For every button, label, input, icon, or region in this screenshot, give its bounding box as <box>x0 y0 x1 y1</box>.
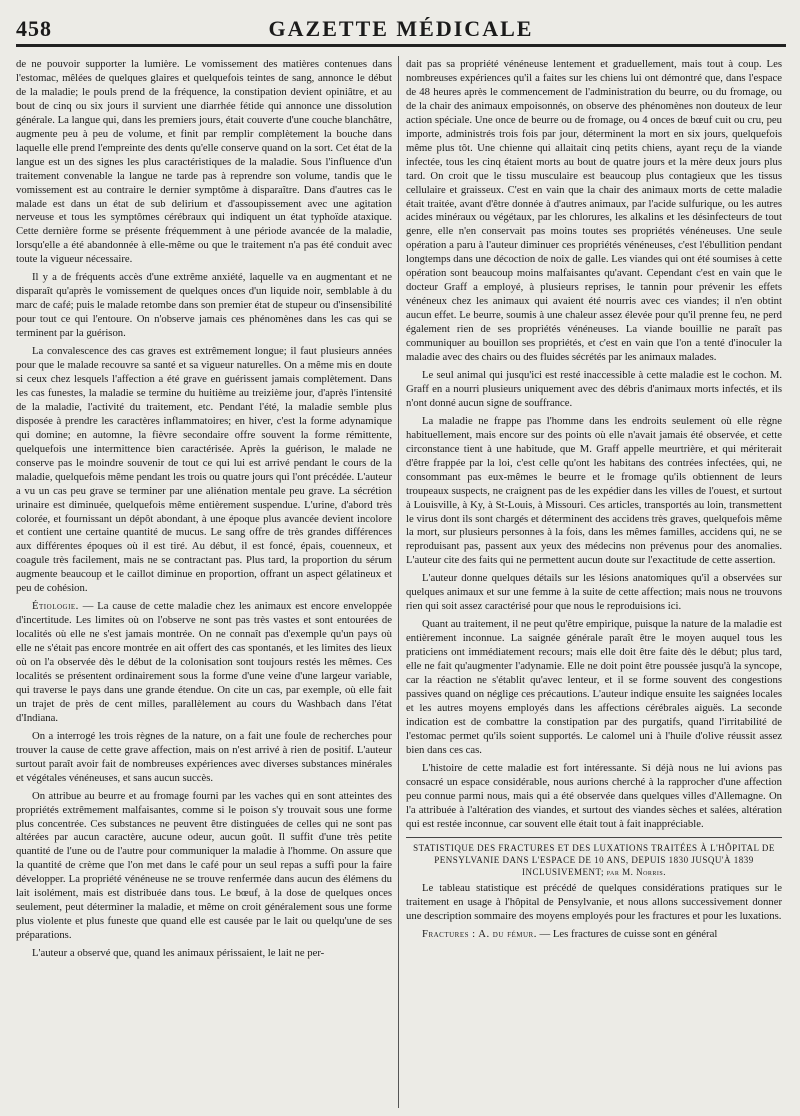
left-column <box>16 58 392 1108</box>
column-divider <box>398 56 399 1108</box>
paragraph: On attribue au beurre et au fromage fourni par les vaches qui en sont atteintes des propriétés extrêmement malfaisantes, comme si le poison s'y trouvait sous une forme plus concentrée. Ces substances ne peuvent être distinguées de celles qui ne sont pas altérées par aucun caractère, aucune odeur, aucun goût. Il suffit d'une très petite quantité de l'une ou de l'autre pour communiquer la maladie à l'homme. On assure que la quantité de crème que l'on met dans le café pour un seul repas a suffi pour la faire développer. La propriété vénéneuse ne se trouve renfermée dans aucun des élémens du lait isolément, mais est distribuée dans tous. Le bœuf, à la dose de quelques onces seulement, peut déterminer la maladie, et même on croit généralement sous une forme plus violente et plus funeste que quand elle est causée par le lait ou quelqu'une de ses préparations. <box>16 789 392 942</box>
paragraph: Le tableau statistique est précédé de quelques considérations pratiques sur le traitement en usage à l'hôpital de Pensylvanie, et nous allons successivement donner une description sommaire des moyens employés pour les fractures et pour les luxations. <box>406 882 782 923</box>
paragraph: L'auteur donne quelques détails sur les lésions anatomiques qu'il a observées sur quelques animaux et sur une femme à la suite de cette affection; mais nous ne trouvons rien qui soit assez caractérisé pour que nous le reproduisions ici. <box>406 572 782 613</box>
paragraph: de ne pouvoir supporter la lumière. Le vomissement des matières contenues dans l'estomac, mêlées de quelques glaires et quelquefois teintes de sang, annonce le début de la maladie; le pouls prend de la fréquence, la constipation devient opiniâtre, et au bout de cinq ou six jours il survient une diarrhée fétide qui annonce une dissolution générale. La langue qui, dans les premiers jours, était couverte d'une couche blanchâtre, augmente peu à peu de volume, et finit par remplir complètement la bouche dans laquelle elle prend l'empreinte des dents qu'elle conserve quand on la sort. Cet état de la langue est un des signes les plus caractéristiques de la maladie. Sous l'influence d'un traitement convenable la langue ne tarde pas à reprendre son volume, tandis que le vomissement est au contraire le dernier symptôme à disparaître. Dans d'autres cas le malade est dans un état de sub delirium et d'assoupissement avec une agitation nerveuse et tous les symptômes cérébraux qui indiquent un état typhoïde ataxique. Cette dernière forme se présente fréquemment à une période avancée de la maladie, lorsqu'elle a été abandonnée à elle-même ou que le traitement n'a pas été conduit avec toute la vigueur nécessaire. <box>16 58 392 266</box>
paragraph: Il y a de fréquents accès d'une extrême anxiété, laquelle va en augmentant et ne disparaît qu'après le vomissement de quelques onces d'un liquide noir, semblable à du marc de café; puis le malade retombe dans son premier état de stupeur ou d'insensibilité pour tout ce qui l'entoure. On n'observe jamais ces phénomènes dans les cas qui se terminent par la guérison. <box>16 271 392 340</box>
fractures-heading: Fractures : A. du fémur. <box>422 928 537 941</box>
paragraph: La convalescence des cas graves est extrêmement longue; il faut plusieurs années pour que le malade recouvre sa santé et sa vigueur naturelles. On a même mis en doute si ceux chez lesquels l'affection a été grave en guérissent jamais complètement. Dans les cas funestes, la maladie se termine du huitième au treizième jour, d'après l'intensité de la maladie, l'activité du traitement, etc. Pendant l'été, la maladie semble plus disposée à prendre les caractères inflammatoires; en hiver, c'est la forme adynamique qui domine; en automne, la fièvre secondaire offre souvent la forme rémittente, quelquefois une intermittence bien caractérisée. Après la guérison, le malade ne conserve pas le moindre souvenir de tout ce qui lui est arrivé pendant le cours de la maladie, quelquefois même pendant les trois ou quatre jours qui l'ont précédée. L'auteur a vu un cas peu grave se terminer par une aliénation mentale peu grave. La sécrétion urinaire est diminuée, quelquefois même entièrement suspendue. L'urine, d'abord très colorée, et fournissant un dépôt abondant, à une époque plus avancée devient incolore et contient une certaine quantité de mucus. Le sang offre de très grandes différences aux différentes époques où il est tiré. Au début, il est foncé, épais, couenneux, et coagule très facilement, mais ne se contractant pas. Plus tard, la proportion du sérum augmente beaucoup et le caillot diminue en proportion, offrant un aspect gélatineux et peu de cohésion. <box>16 345 392 595</box>
statistics-heading <box>412 842 776 878</box>
right-column <box>406 58 782 1108</box>
etiology-text: — La cause de cette maladie chez les animaux est encore enveloppée d'incertitude. Les limites où on l'observe ne sont pas très vastes et sont entourées de localités où elle ne s'est jamais montrée. On ne connaît pas d'exemple qu'un pays où elle ne s'était pas encore montrée en ait offert des cas spontanés, et les limites des lieux où on l'a observée dès le début de la colonisation sont toujours restés les mêmes. Ces localités se présentent ordinairement sous la forme d'une veine d'une largeur variable, qui traverse le pays dans une grande étendue. On cite un cas, par exemple, où elle fait un trajet de près de cent milles, parallèlement au cours du Washbach dans l'état d'Indiana. <box>16 600 392 724</box>
section-divider <box>406 837 782 838</box>
page-number: 458 <box>16 16 52 41</box>
paragraph: L'histoire de cette maladie est fort intéressante. Si déjà nous ne lui avions pas consacré un espace considérable, nous aurions cherché à la rapprocher d'une affection peu connue parmi nous, mais qui a été observée dans quelques villes d'Allemagne. On l'a attribuée à l'altération des viandes, et surtout des viandes sèches et salées, altération qui est restée inconnue, car souvent elle était tout à fait inappréciable. <box>406 761 782 830</box>
paragraph: Quant au traitement, il ne peut qu'être empirique, puisque la nature de la maladie est entièrement inconnue. La saignée générale paraît être le moyen auquel tous les praticiens ont immédiatement recours; mais elle doit être faite dès le début; plus tard, elle ne fait qu'augmenter l'adynamie. Elle ne doit point être poussée jusqu'à la syncope, car la réaction ne s'établit qu'avec lenteur, et il se forme souvent des congestions passives quand on néglige ces précautions. L'auteur indique ensuite les saignées locales et les autres moyens employés dans les affections cérébrales aiguës. La seconde indication est de combattre la constipation par des purgatifs, quand l'irritabilité de l'estomac permet qu'ils soient supportés. Le calomel uni à l'huile d'olive réussit assez bien dans ces cas. <box>406 618 782 756</box>
etiology-paragraph <box>16 600 392 726</box>
statistics-author: par M. Norris. <box>606 867 667 878</box>
paragraph: Le seul animal qui jusqu'ici est resté inaccessible à cette maladie est le cochon. M. Graff en a nourri plusieurs uniquement avec des débris d'animaux morts infectés, et ils n'ont donné aucun signe de souffrance. <box>406 368 782 409</box>
paragraph: L'auteur a observé que, quand les animaux périssaient, le lait ne per- <box>32 947 325 960</box>
paragraph: La maladie ne frappe pas l'homme dans les endroits seulement où elle règne habituellement, mais encore sur des points où elle n'avait jamais été observée, et cette circonstance tient à une habitude, que M. Graff appelle meurtrière, et qui mériterait d'être frappée par la loi, c'est celle qu'ont les habitans des contrées infectées, qui, ne consommant pas eux-mêmes le beurre et le fromage qu'ils obtiennent de leurs troupeaux suspects, ne craignent pas de les expédier dans les villes de l'ouest, et surtout à Louisville, à Ky, à St-Louis, à Missouri. Ces articles, transportés au loin, transmettent le virus dont ils sont chargés et déterminent des accidens très graves, quelquefois même la mort, sur plusieurs personnes à la fois, dans les mêmes familles, accidens qui, ne se reproduisant pas, passent aux yeux des médecins non prévenus pour des anomalies. L'auteur cite des faits qui ne permettent aucun doute sur l'exactitude de cette assertion. <box>406 414 782 567</box>
paragraph: dait pas sa propriété vénéneuse lentement et graduellement, mais tout à coup. Les nombreuses expériences qu'il a faites sur les chiens lui ont démontré que, dans l'espace de 48 heures après le commencement de l'administration du beurre, ou du fromage, ou de la chair des animaux empoisonnés, on observe des phénomènes non douteux de leur action spéciale. Une once de beurre ou de fromage, ou 4 onces de bœuf cuit ou cru, peu importe, administrés trois fois par jour, déterminent la mort en six jours, quelquefois même plus tôt. Une chienne qui allaitait cinq petits chiens, ayant reçu de la viande infectée, tous les cinq étaient morts au bout de quatre jours et la mère deux jours plus tard. On croit que le tissu musculaire est beaucoup plus contagieux que les tissus cellulaire et graisseux. C'est en vain que la chair des animaux morts de cette maladie était traitée, avant d'être donnée à d'autres animaux, par l'acide sulfurique, ou les autres acides minéraux ou végétaux, par les chlorures, les alkalins et les désinfecteurs de tout genre, elle n'en conservait pas moins toutes ses propriétés vénéneuses. Une seule opération a paru à l'auteur diminuer ces propriétés vénéneuses, c'est l'ébullition pendant longtemps dans une décoction de noix de galle. Les viandes qui ont été soumises à cette opération sont beaucoup moins malfaisantes qu'avant. Cependant c'est en vain que le docteur Graff a employé, à plusieurs reprises, le tannin pour prévenir les effets vénéneux chez les animaux qui avaient été nourris avec ces viandes; il n'en obtint aucun effet. Le beurre, soumis à une chaleur assez élevée pour qu'il prenne feu, ne perd également rien de ses propriétés vénéneuses. La viande bouillie ne paraît pas communiquer au bouillon ses propriétés, et c'est en vain que l'on a tenté d'inoculer la maladie avec des chairs ou des fluides sécrétés par les animaux malades. <box>406 58 782 364</box>
page-header <box>16 14 786 47</box>
journal-title: GAZETTE MÉDICALE <box>268 16 534 41</box>
etiology-heading: Étiologie. <box>32 600 79 613</box>
fractures-text: — Les fractures de cuisse sont en général <box>536 928 718 941</box>
paragraph: On a interrogé les trois règnes de la nature, on a fait une foule de recherches pour trouver la cause de cette grave affection, mais on n'est arrivé à rien de positif. L'auteur surtout paraît avoir fait de nombreuses expériences avec diverses substances minérales et végétales vénéneuses, et sans aucun succès. <box>16 729 392 784</box>
statistics-title: STATISTIQUE DES FRACTURES ET DES LUXATIONS TRAITÉES À L'HÔPITAL DE PENSYLVANIE DANS L'ESPACE DE 10 ANS, DEPUIS 1830 JUSQU'À 1839 INCLUSIVEMENT; <box>413 843 775 878</box>
fractures-paragraph <box>406 928 782 942</box>
